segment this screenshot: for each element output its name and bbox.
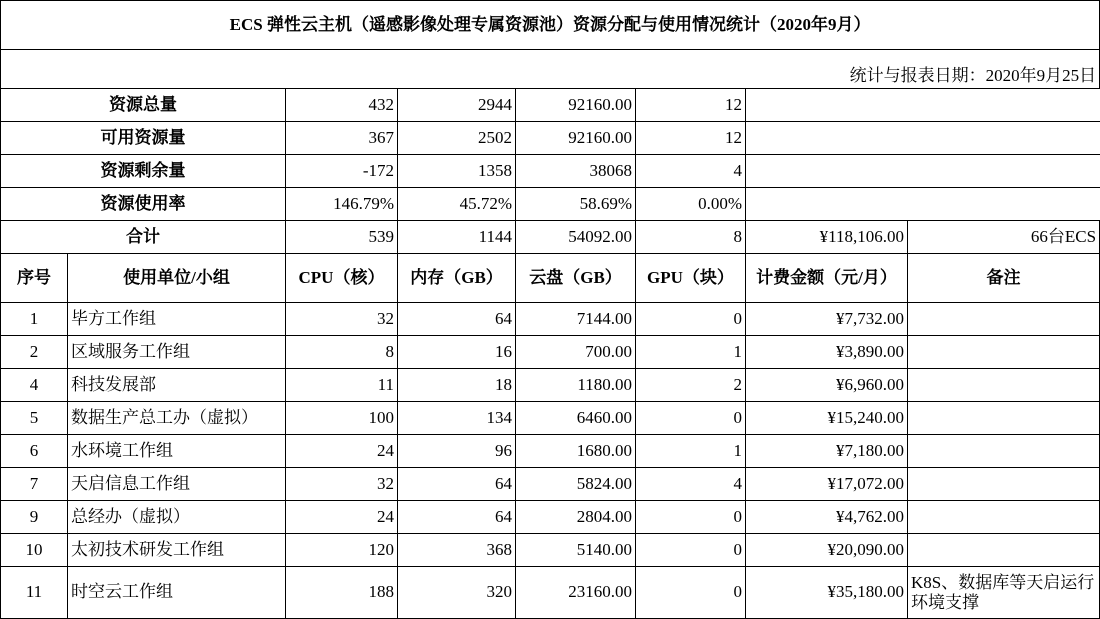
cell-note[interactable]	[908, 435, 1100, 468]
cell-seq[interactable]: 6	[1, 435, 68, 468]
cell-disk[interactable]: 5140.00	[516, 534, 636, 567]
cell-note[interactable]	[908, 369, 1100, 402]
header-row	[1, 254, 1100, 303]
cell-gpu[interactable]: 1	[636, 336, 746, 369]
table-row	[1, 435, 1100, 468]
cell-note[interactable]	[908, 402, 1100, 435]
cell-note[interactable]: K8S、数据库等天启运行环境支撑	[908, 567, 1100, 619]
header-seq[interactable]: 序号	[1, 254, 68, 303]
summary-label[interactable]: 资源剩余量	[1, 155, 286, 188]
summary-label[interactable]: 资源使用率	[1, 188, 286, 221]
summary-mem[interactable]: 2944	[398, 89, 516, 122]
summary-empty[interactable]	[746, 89, 1100, 122]
summary-gpu[interactable]: 4	[636, 155, 746, 188]
cell-unit[interactable]: 天启信息工作组	[68, 468, 286, 501]
summary-cpu[interactable]: -172	[286, 155, 398, 188]
cell-cpu[interactable]: 8	[286, 336, 398, 369]
cell-mem[interactable]: 368	[398, 534, 516, 567]
header-cpu[interactable]: CPU（核）	[286, 254, 398, 303]
cell-seq[interactable]: 4	[1, 369, 68, 402]
table-row	[1, 534, 1100, 567]
cell-unit[interactable]: 科技发展部	[68, 369, 286, 402]
summary-disk[interactable]: 58.69%	[516, 188, 636, 221]
summary-empty[interactable]	[746, 188, 1100, 221]
cell-note[interactable]	[908, 303, 1100, 336]
cell-gpu[interactable]: 4	[636, 468, 746, 501]
cell-unit[interactable]: 区域服务工作组	[68, 336, 286, 369]
table-row	[1, 468, 1100, 501]
header-cost[interactable]: 计费金额（元/月）	[746, 254, 908, 303]
cell-cpu[interactable]: 100	[286, 402, 398, 435]
cell-mem[interactable]: 64	[398, 501, 516, 534]
summary-gpu[interactable]: 12	[636, 89, 746, 122]
summary-gpu[interactable]: 0.00%	[636, 188, 746, 221]
cell-gpu[interactable]: 1	[636, 435, 746, 468]
cell-disk[interactable]: 2804.00	[516, 501, 636, 534]
summary-mem[interactable]: 1358	[398, 155, 516, 188]
cell-unit[interactable]: 总经办（虚拟）	[68, 501, 286, 534]
summary-cpu[interactable]: 146.79%	[286, 188, 398, 221]
cell-cost[interactable]: ¥4,762.00	[746, 501, 908, 534]
report-date[interactable]: 统计与报表日期：2020年9月25日	[1, 50, 1100, 89]
cell-cpu[interactable]: 120	[286, 534, 398, 567]
date-row	[1, 50, 1100, 89]
header-gpu[interactable]: GPU（块）	[636, 254, 746, 303]
summary-mem[interactable]: 2502	[398, 122, 516, 155]
total-mem[interactable]: 1144	[398, 221, 516, 254]
cell-cpu[interactable]: 32	[286, 303, 398, 336]
summary-row	[1, 89, 1100, 122]
summary-empty[interactable]	[746, 155, 1100, 188]
cell-mem[interactable]: 320	[398, 567, 516, 619]
cell-seq[interactable]: 1	[1, 303, 68, 336]
cell-cpu[interactable]: 32	[286, 468, 398, 501]
cell-cost[interactable]: ¥20,090.00	[746, 534, 908, 567]
cell-mem[interactable]: 134	[398, 402, 516, 435]
title-row	[1, 1, 1100, 50]
cell-unit[interactable]: 毕方工作组	[68, 303, 286, 336]
cell-gpu[interactable]: 0	[636, 303, 746, 336]
cell-disk[interactable]: 1680.00	[516, 435, 636, 468]
header-note[interactable]: 备注	[908, 254, 1100, 303]
total-row	[1, 221, 1100, 254]
summary-empty[interactable]	[746, 122, 1100, 155]
cell-cpu[interactable]: 24	[286, 435, 398, 468]
summary-mem[interactable]: 45.72%	[398, 188, 516, 221]
summary-disk[interactable]: 38068	[516, 155, 636, 188]
cell-note[interactable]	[908, 534, 1100, 567]
cell-cost[interactable]: ¥15,240.00	[746, 402, 908, 435]
total-note[interactable]: 66台ECS	[908, 221, 1100, 254]
cell-unit[interactable]: 数据生产总工办（虚拟）	[68, 402, 286, 435]
header-mem[interactable]: 内存（GB）	[398, 254, 516, 303]
cell-disk[interactable]: 7144.00	[516, 303, 636, 336]
cell-cpu[interactable]: 24	[286, 501, 398, 534]
summary-label[interactable]: 可用资源量	[1, 122, 286, 155]
cell-seq[interactable]: 7	[1, 468, 68, 501]
summary-row	[1, 122, 1100, 155]
table-row	[1, 402, 1100, 435]
total-disk[interactable]: 54092.00	[516, 221, 636, 254]
summary-disk[interactable]: 92160.00	[516, 89, 636, 122]
cell-mem[interactable]: 16	[398, 336, 516, 369]
cell-cpu[interactable]: 11	[286, 369, 398, 402]
cell-seq[interactable]: 10	[1, 534, 68, 567]
cell-gpu[interactable]: 0	[636, 534, 746, 567]
cell-mem[interactable]: 64	[398, 468, 516, 501]
cell-disk[interactable]: 6460.00	[516, 402, 636, 435]
cell-cost[interactable]: ¥17,072.00	[746, 468, 908, 501]
cell-gpu[interactable]: 0	[636, 501, 746, 534]
cell-mem[interactable]: 64	[398, 303, 516, 336]
header-unit[interactable]: 使用单位/小组	[68, 254, 286, 303]
cell-seq[interactable]: 5	[1, 402, 68, 435]
cell-cost[interactable]: ¥7,180.00	[746, 435, 908, 468]
summary-disk[interactable]: 92160.00	[516, 122, 636, 155]
header-disk[interactable]: 云盘（GB）	[516, 254, 636, 303]
sheet-title[interactable]: ECS 弹性云主机（遥感影像处理专属资源池）资源分配与使用情况统计（2020年9月）	[1, 1, 1100, 50]
summary-cpu[interactable]: 367	[286, 122, 398, 155]
cell-disk[interactable]: 1180.00	[516, 369, 636, 402]
table-row	[1, 501, 1100, 534]
summary-gpu[interactable]: 12	[636, 122, 746, 155]
table-row	[1, 567, 1100, 619]
cell-gpu[interactable]: 0	[636, 567, 746, 619]
cell-note[interactable]	[908, 336, 1100, 369]
cell-disk[interactable]: 700.00	[516, 336, 636, 369]
cell-unit[interactable]: 时空云工作组	[68, 567, 286, 619]
cell-mem[interactable]: 96	[398, 435, 516, 468]
total-cost[interactable]: ¥118,106.00	[746, 221, 908, 254]
cell-disk[interactable]: 23160.00	[516, 567, 636, 619]
cell-seq[interactable]: 2	[1, 336, 68, 369]
cell-note[interactable]	[908, 468, 1100, 501]
table-row	[1, 303, 1100, 336]
cell-cost[interactable]: ¥7,732.00	[746, 303, 908, 336]
summary-row	[1, 188, 1100, 221]
summary-row	[1, 155, 1100, 188]
cell-gpu[interactable]: 2	[636, 369, 746, 402]
cell-disk[interactable]: 5824.00	[516, 468, 636, 501]
summary-cpu[interactable]: 432	[286, 89, 398, 122]
table-row	[1, 336, 1100, 369]
total-cpu[interactable]: 539	[286, 221, 398, 254]
cell-cost[interactable]: ¥35,180.00	[746, 567, 908, 619]
total-gpu[interactable]: 8	[636, 221, 746, 254]
cell-unit[interactable]: 太初技术研发工作组	[68, 534, 286, 567]
cell-seq[interactable]: 9	[1, 501, 68, 534]
cell-cpu[interactable]: 188	[286, 567, 398, 619]
cell-cost[interactable]: ¥6,960.00	[746, 369, 908, 402]
cell-seq[interactable]: 11	[1, 567, 68, 619]
summary-label[interactable]: 资源总量	[1, 89, 286, 122]
table-row	[1, 369, 1100, 402]
cell-unit[interactable]: 水环境工作组	[68, 435, 286, 468]
cell-cost[interactable]: ¥3,890.00	[746, 336, 908, 369]
cell-gpu[interactable]: 0	[636, 402, 746, 435]
cell-mem[interactable]: 18	[398, 369, 516, 402]
cell-note[interactable]	[908, 501, 1100, 534]
total-label[interactable]: 合计	[1, 221, 286, 254]
